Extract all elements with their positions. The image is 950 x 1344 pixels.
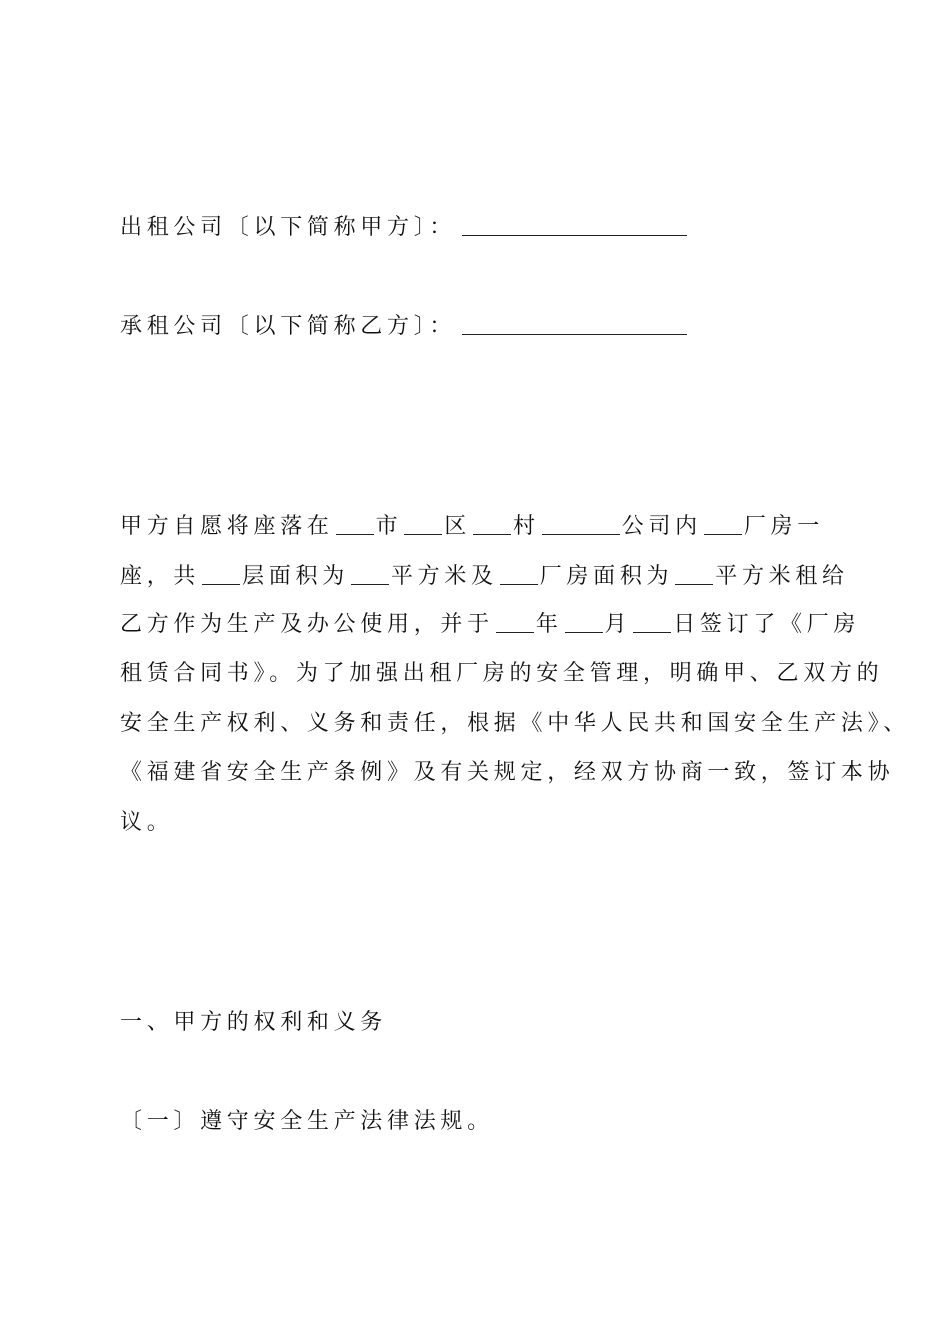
floor-area-blank[interactable] [351,566,389,585]
floors-blank[interactable] [202,566,240,585]
intro-text: 座，共 [120,564,201,589]
company-blank[interactable] [542,516,620,535]
building-blank[interactable] [704,516,742,535]
intro-text: 甲方自愿将座落在 [120,514,334,539]
intro-text: 区 [444,514,472,539]
lessor-label: 出租公司〔以下简称甲方〕： [120,215,457,240]
intro-line-1 [120,512,824,542]
city-blank[interactable] [336,516,374,535]
lessor-line [120,213,687,243]
section-heading: 一、甲方的权利和义务 [120,1010,388,1035]
intro-line-4: 租赁合同书》。为了加强出租厂房的安全管理，明确甲、乙双方的 [120,661,884,686]
intro-text: 平方米及 [390,564,498,589]
plant-area-blank[interactable] [675,566,713,585]
intro-line-6: 《福建省安全生产条例》及有关规定，经双方协商一致，签订本协 [120,760,895,785]
intro-text: 厂房面积为 [539,564,674,589]
intro-text: 年 [535,612,563,637]
intro-line-2 [120,562,849,592]
day-blank[interactable] [633,614,671,633]
year-blank[interactable] [496,614,534,633]
lessee-line [120,312,687,342]
section-item-1: 〔一〕遵守安全生产法律法规。 [120,1109,494,1134]
intro-text: 公司内 [621,514,702,539]
intro-text: 平方米租给 [715,564,849,589]
intro-line-3 [120,610,860,640]
lessor-name-blank[interactable] [462,217,687,236]
plant-blank[interactable] [500,566,538,585]
intro-text: 市 [375,514,403,539]
village-blank[interactable] [473,516,511,535]
district-blank[interactable] [404,516,442,535]
intro-line-5: 安全生产权利、义务和责任，根据《中华人民共和国安全生产法》、 [120,711,911,736]
intro-text: 乙方作为生产及办公使用，并于 [120,612,494,637]
intro-text: 日签订了《厂房 [673,612,861,637]
intro-text: 厂房一 [743,514,824,539]
intro-text: 村 [513,514,540,539]
intro-text: 月 [604,612,632,637]
lessee-label: 承租公司〔以下简称乙方〕： [120,314,457,339]
intro-text: 层面积为 [242,564,349,589]
lessee-name-blank[interactable] [462,316,687,335]
month-blank[interactable] [565,614,603,633]
intro-line-7: 议。 [120,810,174,835]
